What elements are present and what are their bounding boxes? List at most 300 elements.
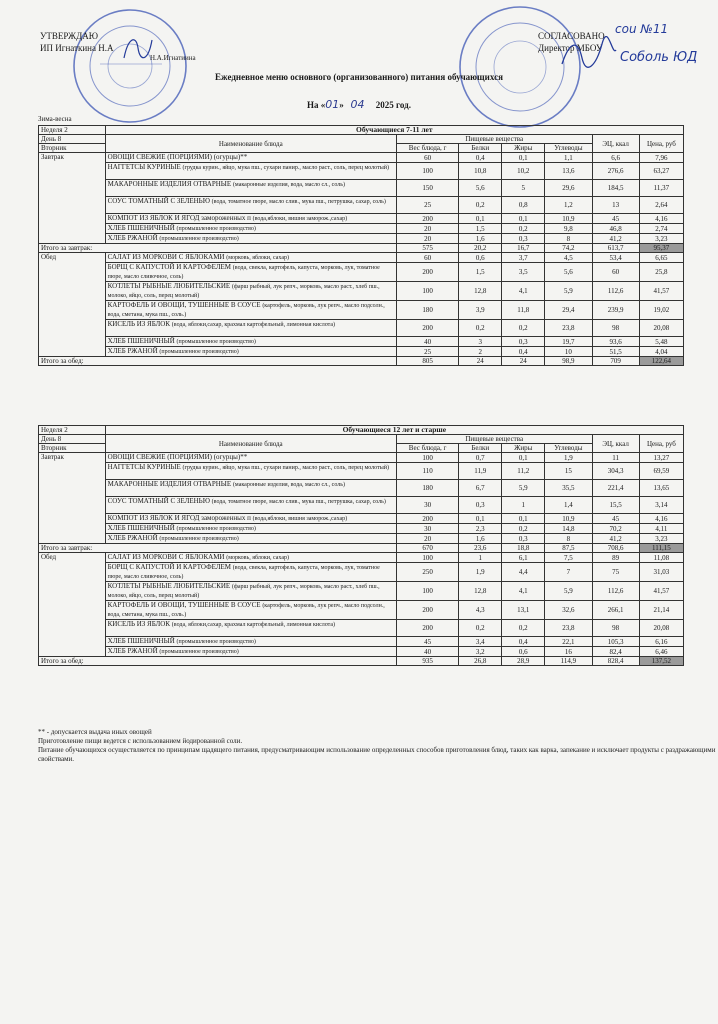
table-row bbox=[39, 620, 684, 637]
cell-w: 30 bbox=[396, 524, 458, 534]
total-w: 670 bbox=[396, 544, 458, 553]
cell-f: 0,4 bbox=[502, 637, 545, 647]
total-label: Итого за обед: bbox=[39, 357, 397, 366]
cell-price: 6,65 bbox=[639, 253, 683, 263]
week-label: Неделя 2 bbox=[39, 426, 106, 435]
table-row bbox=[39, 463, 684, 480]
table-row bbox=[39, 337, 684, 347]
cell-c: 29,6 bbox=[545, 180, 592, 197]
cell-p: 0,1 bbox=[459, 214, 502, 224]
total-c: 87,5 bbox=[545, 544, 592, 553]
dish-composition: (промышленное производство) bbox=[159, 236, 239, 242]
table-row bbox=[39, 320, 684, 337]
dish-cell bbox=[105, 534, 396, 544]
cell-c: 22,1 bbox=[545, 637, 592, 647]
cell-price: 3,14 bbox=[639, 497, 683, 514]
cell-p: 3,2 bbox=[459, 647, 502, 657]
cell-f: 0,1 bbox=[502, 453, 545, 463]
cell-w: 100 bbox=[396, 163, 458, 180]
cell-c: 16 bbox=[545, 647, 592, 657]
dish-name: КОТЛЕТЫ РЫБНЫЕ ЛЮБИТЕЛЬСКИЕ bbox=[107, 582, 231, 590]
dish-name: МАКАРОННЫЕ ИЗДЕЛИЯ ОТВАРНЫЕ bbox=[107, 480, 232, 488]
dish-composition: (вода, свекла, картофель, капуста, морковь, лук, томатное пюре, масло сливочное, соль) bbox=[107, 565, 380, 580]
dish-cell bbox=[105, 620, 396, 637]
total-label: Итого за завтрак: bbox=[39, 244, 397, 253]
dish-cell bbox=[105, 153, 396, 163]
dish-composition: (картофель, морковь, лук репч., масло подсолн., вода, сметана, мука пш., соль.) bbox=[107, 603, 385, 618]
cell-p: 2,3 bbox=[459, 524, 502, 534]
dish-cell bbox=[105, 637, 396, 647]
dish-name: ХЛЕБ ПШЕНИЧНЫЙ bbox=[107, 637, 175, 645]
cell-f: 0,3 bbox=[502, 234, 545, 244]
cell-e: 112,6 bbox=[592, 282, 639, 301]
cell-price: 4,04 bbox=[639, 347, 683, 357]
cell-p: 1,6 bbox=[459, 534, 502, 544]
day-label: День 8 bbox=[39, 135, 106, 144]
header-row-week bbox=[39, 126, 684, 135]
dish-composition: (вода, яблоки,сахар, крахмал картофельный, лимонная кислота) bbox=[171, 322, 336, 328]
cell-price: 4,16 bbox=[639, 214, 683, 224]
cell-w: 25 bbox=[396, 347, 458, 357]
cell-price: 20,08 bbox=[639, 620, 683, 637]
date-year: 2025 год. bbox=[375, 100, 411, 110]
signature-left bbox=[118, 28, 158, 68]
column-price: Цена, руб bbox=[639, 435, 683, 453]
cell-w: 100 bbox=[396, 282, 458, 301]
date-month: 04 bbox=[350, 98, 365, 111]
cell-w: 100 bbox=[396, 453, 458, 463]
cell-e: 105,3 bbox=[592, 637, 639, 647]
dish-cell bbox=[105, 497, 396, 514]
dish-composition: (вода, томатное пюре, масло слив., мука пш., петрушка, сахар, соль) bbox=[211, 499, 386, 505]
day-label: День 8 bbox=[39, 435, 106, 444]
dish-cell bbox=[105, 253, 396, 263]
cell-f: 0,1 bbox=[502, 214, 545, 224]
cell-f: 0,3 bbox=[502, 337, 545, 347]
dish-name: КАРТОФЕЛЬ И ОВОЩИ, ТУШЕННЫЕ В СОУСЕ bbox=[107, 301, 261, 309]
meal-label: Обед bbox=[39, 553, 106, 657]
cell-price: 41,57 bbox=[639, 282, 683, 301]
cell-f: 6,1 bbox=[502, 553, 545, 563]
dish-cell bbox=[105, 224, 396, 234]
cell-w: 40 bbox=[396, 647, 458, 657]
dish-cell bbox=[105, 553, 396, 563]
cell-price: 6,16 bbox=[639, 637, 683, 647]
dish-cell bbox=[105, 320, 396, 337]
column-protein: Белки bbox=[459, 444, 502, 453]
date-day: 01 bbox=[325, 98, 340, 111]
dish-composition: (макаронные изделия, вода, масло сл., соль) bbox=[232, 482, 345, 488]
dish-name: САЛАТ ИЗ МОРКОВИ С ЯБЛОКАМИ bbox=[107, 553, 225, 561]
cell-p: 1,6 bbox=[459, 234, 502, 244]
total-f: 16,7 bbox=[502, 244, 545, 253]
table-row bbox=[39, 197, 684, 214]
cell-price: 11,08 bbox=[639, 553, 683, 563]
week-label: Неделя 2 bbox=[39, 126, 106, 135]
cell-price: 3,23 bbox=[639, 234, 683, 244]
cell-f: 0,3 bbox=[502, 534, 545, 544]
cell-w: 150 bbox=[396, 180, 458, 197]
weekday-label: Вторник bbox=[39, 144, 106, 153]
dish-name: БОРЩ С КАПУСТОЙ И КАРТОФЕЛЕМ bbox=[107, 263, 232, 271]
menu-table-7-11 bbox=[38, 125, 684, 366]
dish-composition: (вода, томатное пюре, масло слив., мука пш., петрушка, сахар, соль) bbox=[211, 199, 386, 205]
cell-p: 0,2 bbox=[459, 197, 502, 214]
dish-name: КОТЛЕТЫ РЫБНЫЕ ЛЮБИТЕЛЬСКИЕ bbox=[107, 282, 231, 290]
cell-f: 0,8 bbox=[502, 197, 545, 214]
dish-name: СОУС ТОМАТНЫЙ С ЗЕЛЕНЬЮ bbox=[107, 197, 210, 205]
approval-block bbox=[40, 30, 113, 54]
total-c: 74,2 bbox=[545, 244, 592, 253]
table-row bbox=[39, 234, 684, 244]
cell-e: 15,5 bbox=[592, 497, 639, 514]
total-e: 708,6 bbox=[592, 544, 639, 553]
cell-price: 19,02 bbox=[639, 301, 683, 320]
agree-label: СОГЛАСОВАНО bbox=[538, 31, 605, 41]
cell-p: 1 bbox=[459, 553, 502, 563]
table-row bbox=[39, 263, 684, 282]
cell-w: 100 bbox=[396, 553, 458, 563]
table-row bbox=[39, 224, 684, 234]
cell-c: 9,8 bbox=[545, 224, 592, 234]
table-row bbox=[39, 180, 684, 197]
column-fat: Жиры bbox=[502, 144, 545, 153]
total-p: 26,8 bbox=[459, 657, 502, 666]
note-1: ** - допускается выдача иных овощей bbox=[38, 728, 152, 736]
cell-p: 0,1 bbox=[459, 514, 502, 524]
cell-w: 60 bbox=[396, 253, 458, 263]
cell-w: 30 bbox=[396, 497, 458, 514]
cell-w: 200 bbox=[396, 514, 458, 524]
dish-name: СОУС ТОМАТНЫЙ С ЗЕЛЕНЬЮ bbox=[107, 497, 210, 505]
cell-price: 63,27 bbox=[639, 163, 683, 180]
cell-price: 21,14 bbox=[639, 601, 683, 620]
table-row bbox=[39, 534, 684, 544]
cell-f: 0,6 bbox=[502, 647, 545, 657]
table-row bbox=[39, 153, 684, 163]
menu-date bbox=[0, 98, 718, 111]
dish-composition: (промышленное производство) bbox=[159, 536, 239, 542]
cell-w: 200 bbox=[396, 214, 458, 224]
dish-name: ХЛЕБ РЖАНОЙ bbox=[107, 534, 158, 542]
cell-w: 20 bbox=[396, 224, 458, 234]
cell-f: 0,2 bbox=[502, 320, 545, 337]
total-row bbox=[39, 357, 684, 366]
total-label: Итого за завтрак: bbox=[39, 544, 397, 553]
table-row bbox=[39, 301, 684, 320]
dish-name: ОВОЩИ СВЕЖИЕ (ПОРЦИЯМИ) (огурцы)** bbox=[107, 453, 248, 461]
menu-table-12-plus bbox=[38, 425, 684, 666]
cell-p: 1,5 bbox=[459, 224, 502, 234]
cell-c: 35,5 bbox=[545, 480, 592, 497]
cell-f: 10,2 bbox=[502, 163, 545, 180]
cell-c: 8 bbox=[545, 534, 592, 544]
cell-e: 276,6 bbox=[592, 163, 639, 180]
table-row bbox=[39, 453, 684, 463]
cell-p: 4,3 bbox=[459, 601, 502, 620]
cell-e: 93,6 bbox=[592, 337, 639, 347]
cell-c: 23,8 bbox=[545, 620, 592, 637]
cell-e: 41,2 bbox=[592, 534, 639, 544]
dish-cell bbox=[105, 180, 396, 197]
cell-c: 32,6 bbox=[545, 601, 592, 620]
cell-p: 12,8 bbox=[459, 282, 502, 301]
cell-w: 250 bbox=[396, 563, 458, 582]
total-e: 828,4 bbox=[592, 657, 639, 666]
cell-e: 266,1 bbox=[592, 601, 639, 620]
cell-c: 7,5 bbox=[545, 553, 592, 563]
cell-w: 40 bbox=[396, 337, 458, 347]
cell-p: 3 bbox=[459, 337, 502, 347]
total-w: 805 bbox=[396, 357, 458, 366]
cell-e: 13 bbox=[592, 197, 639, 214]
cell-e: 239,9 bbox=[592, 301, 639, 320]
dish-composition: (грудка курин., яйцо, мука пш., сухари панир., масло раст., соль, перец молотый) bbox=[182, 465, 389, 471]
cell-c: 10,9 bbox=[545, 514, 592, 524]
column-carbs: Углеводы bbox=[545, 144, 592, 153]
cell-e: 82,4 bbox=[592, 647, 639, 657]
footnotes bbox=[38, 728, 718, 764]
cell-p: 5,6 bbox=[459, 180, 502, 197]
cell-w: 45 bbox=[396, 637, 458, 647]
table-row bbox=[39, 553, 684, 563]
dish-name: ХЛЕБ РЖАНОЙ bbox=[107, 234, 158, 242]
cell-e: 98 bbox=[592, 620, 639, 637]
cell-w: 200 bbox=[396, 320, 458, 337]
cell-w: 25 bbox=[396, 197, 458, 214]
cell-price: 11,37 bbox=[639, 180, 683, 197]
dish-cell bbox=[105, 601, 396, 620]
dish-composition: (фарш рыбный, лук репч., морковь, масло раст., хлеб пш., молоко, яйцо, соль, перец молотый) bbox=[107, 584, 380, 599]
cell-c: 1,1 bbox=[545, 153, 592, 163]
dish-cell bbox=[105, 197, 396, 214]
meal-label: Обед bbox=[39, 253, 106, 357]
cell-f: 1 bbox=[502, 497, 545, 514]
cell-c: 1,2 bbox=[545, 197, 592, 214]
dish-composition: (вода, яблоки,сахар, крахмал картофельный, лимонная кислота) bbox=[171, 622, 336, 628]
cell-e: 41,2 bbox=[592, 234, 639, 244]
cell-e: 112,6 bbox=[592, 582, 639, 601]
dish-cell bbox=[105, 337, 396, 347]
note-3: Питание обучающихся осуществляется по принципам щадящего питания, предусматривающим использование определенных способов приготовления блюд, таких как варка, запекание и исключает продукты с раздражающими свойствами. bbox=[38, 746, 716, 763]
cell-p: 3,4 bbox=[459, 637, 502, 647]
cell-f: 5,9 bbox=[502, 480, 545, 497]
dish-composition: (грудка курин., яйцо, мука пш., сухари панир., масло раст., соль, перец молотый) bbox=[182, 165, 389, 171]
cell-e: 6,6 bbox=[592, 153, 639, 163]
dish-name: ХЛЕБ ПШЕНИЧНЫЙ bbox=[107, 524, 175, 532]
group-title: Обучающиеся 12 лет и старше bbox=[105, 426, 683, 435]
dish-cell bbox=[105, 347, 396, 357]
cell-price: 31,03 bbox=[639, 563, 683, 582]
total-row bbox=[39, 657, 684, 666]
cell-w: 60 bbox=[396, 153, 458, 163]
cell-f: 13,1 bbox=[502, 601, 545, 620]
cell-w: 180 bbox=[396, 301, 458, 320]
table-row bbox=[39, 214, 684, 224]
cell-c: 19,7 bbox=[545, 337, 592, 347]
note-2: Приготовление пищи ведется с использованием йодированной соли. bbox=[38, 737, 243, 745]
cell-c: 10,9 bbox=[545, 214, 592, 224]
cell-c: 7 bbox=[545, 563, 592, 582]
dish-cell bbox=[105, 563, 396, 582]
cell-f: 4,1 bbox=[502, 282, 545, 301]
dish-name: САЛАТ ИЗ МОРКОВИ С ЯБЛОКАМИ bbox=[107, 253, 225, 261]
cell-p: 11,9 bbox=[459, 463, 502, 480]
cell-f: 3,7 bbox=[502, 253, 545, 263]
cell-price: 13,27 bbox=[639, 453, 683, 463]
meal-label: Завтрак bbox=[39, 453, 106, 544]
dish-composition: (вода, свекла, картофель, капуста, морковь, лук, томатное пюре, масло сливочное, соль) bbox=[107, 265, 380, 280]
season-label: Зима-весна bbox=[38, 115, 72, 123]
cell-p: 10,8 bbox=[459, 163, 502, 180]
total-price: 122,64 bbox=[639, 357, 683, 366]
cell-e: 98 bbox=[592, 320, 639, 337]
dish-name: КАРТОФЕЛЬ И ОВОЩИ, ТУШЕННЫЕ В СОУСЕ bbox=[107, 601, 261, 609]
table-row bbox=[39, 514, 684, 524]
cell-w: 200 bbox=[396, 601, 458, 620]
dish-name: КИСЕЛЬ ИЗ ЯБЛОК bbox=[107, 620, 171, 628]
dish-composition: (вода,яблоки, вишня заморож.,сахар) bbox=[252, 516, 348, 522]
approve-label: УТВЕРЖДАЮ bbox=[40, 31, 99, 41]
table-row bbox=[39, 282, 684, 301]
dish-name: КОМПОТ ИЗ ЯБЛОК И ЯГОД замороженных п bbox=[107, 214, 251, 222]
dish-name: КИСЕЛЬ ИЗ ЯБЛОК bbox=[107, 320, 171, 328]
cell-c: 5,9 bbox=[545, 282, 592, 301]
cell-price: 3,23 bbox=[639, 534, 683, 544]
date-prefix: На « bbox=[307, 100, 326, 110]
dish-cell bbox=[105, 582, 396, 601]
cell-e: 45 bbox=[592, 214, 639, 224]
total-w: 935 bbox=[396, 657, 458, 666]
cell-e: 46,8 bbox=[592, 224, 639, 234]
table-row bbox=[39, 524, 684, 534]
table-row bbox=[39, 253, 684, 263]
total-p: 20,2 bbox=[459, 244, 502, 253]
cell-p: 0,4 bbox=[459, 153, 502, 163]
table-row bbox=[39, 647, 684, 657]
cell-f: 0,2 bbox=[502, 224, 545, 234]
dish-name: ХЛЕБ ПШЕНИЧНЫЙ bbox=[107, 337, 175, 345]
cell-e: 221,4 bbox=[592, 480, 639, 497]
cell-p: 0,6 bbox=[459, 253, 502, 263]
total-p: 23,6 bbox=[459, 544, 502, 553]
table-row bbox=[39, 637, 684, 647]
cell-c: 1,4 bbox=[545, 497, 592, 514]
cell-p: 0,7 bbox=[459, 453, 502, 463]
dish-name: МАКАРОННЫЕ ИЗДЕЛИЯ ОТВАРНЫЕ bbox=[107, 180, 232, 188]
group-title: Обучающиеся 7-11 лет bbox=[105, 126, 683, 135]
column-energy: ЭЦ, ккал bbox=[592, 435, 639, 453]
dish-composition: (промышленное производство) bbox=[159, 649, 239, 655]
cell-c: 15 bbox=[545, 463, 592, 480]
cell-price: 2,74 bbox=[639, 224, 683, 234]
cell-c: 14,8 bbox=[545, 524, 592, 534]
cell-e: 45 bbox=[592, 514, 639, 524]
total-c: 98,9 bbox=[545, 357, 592, 366]
total-w: 575 bbox=[396, 244, 458, 253]
column-fat: Жиры bbox=[502, 444, 545, 453]
cell-w: 180 bbox=[396, 480, 458, 497]
cell-w: 20 bbox=[396, 234, 458, 244]
dish-composition: (морковь, яблоки, сахар) bbox=[226, 255, 289, 261]
approve-signer: Н.А.Игнатиина bbox=[150, 54, 196, 62]
column-carbs: Углеводы bbox=[545, 444, 592, 453]
cell-price: 4,16 bbox=[639, 514, 683, 524]
cell-p: 6,7 bbox=[459, 480, 502, 497]
dish-cell bbox=[105, 647, 396, 657]
dish-composition: (промышленное производство) bbox=[176, 639, 256, 645]
dish-composition: (морковь, яблоки, сахар) bbox=[226, 555, 289, 561]
cell-w: 100 bbox=[396, 582, 458, 601]
cell-f: 11,8 bbox=[502, 301, 545, 320]
cell-p: 0,2 bbox=[459, 620, 502, 637]
total-price: 95,37 bbox=[639, 244, 683, 253]
dish-name: ХЛЕБ РЖАНОЙ bbox=[107, 647, 158, 655]
cell-w: 110 bbox=[396, 463, 458, 480]
signature-right-scribble bbox=[558, 36, 618, 72]
dish-cell bbox=[105, 514, 396, 524]
cell-f: 11,2 bbox=[502, 463, 545, 480]
cell-e: 51,5 bbox=[592, 347, 639, 357]
cell-c: 5,9 bbox=[545, 582, 592, 601]
cell-p: 1,5 bbox=[459, 263, 502, 282]
cell-p: 1,9 bbox=[459, 563, 502, 582]
total-e: 613,7 bbox=[592, 244, 639, 253]
total-p: 24 bbox=[459, 357, 502, 366]
cell-f: 0,1 bbox=[502, 514, 545, 524]
total-e: 709 bbox=[592, 357, 639, 366]
table-row bbox=[39, 601, 684, 620]
cell-f: 0,1 bbox=[502, 153, 545, 163]
cell-c: 8 bbox=[545, 234, 592, 244]
agree-org: Директор МБОУ bbox=[538, 43, 603, 53]
table-row bbox=[39, 582, 684, 601]
cell-p: 3,9 bbox=[459, 301, 502, 320]
table-row bbox=[39, 163, 684, 180]
dish-composition: (промышленное производство) bbox=[176, 526, 256, 532]
cell-c: 1,9 bbox=[545, 453, 592, 463]
weekday-label: Вторник bbox=[39, 444, 106, 453]
table-row bbox=[39, 563, 684, 582]
signature-right: Соболь ЮД bbox=[620, 50, 698, 65]
total-f: 24 bbox=[502, 357, 545, 366]
total-label: Итого за обед: bbox=[39, 657, 397, 666]
document-title: Ежедневное меню основного (организованного) питания обучающихся bbox=[215, 72, 503, 82]
total-c: 114,9 bbox=[545, 657, 592, 666]
dish-composition: (макаронные изделия, вода, масло сл., соль) bbox=[232, 182, 345, 188]
cell-price: 20,08 bbox=[639, 320, 683, 337]
cell-f: 0,2 bbox=[502, 620, 545, 637]
dish-composition: (фарш рыбный, лук репч., морковь, масло раст., хлеб пш., молоко, яйцо, соль, перец молотый) bbox=[107, 284, 380, 299]
cell-p: 0,3 bbox=[459, 497, 502, 514]
cell-e: 53,4 bbox=[592, 253, 639, 263]
dish-name: НАГГЕТСЫ КУРИНЫЕ bbox=[107, 463, 181, 471]
column-price: Цена, руб bbox=[639, 135, 683, 153]
cell-c: 13,6 bbox=[545, 163, 592, 180]
cell-p: 12,8 bbox=[459, 582, 502, 601]
meal-label: Завтрак bbox=[39, 153, 106, 244]
dish-name: НАГГЕТСЫ КУРИНЫЕ bbox=[107, 163, 181, 171]
cell-e: 89 bbox=[592, 553, 639, 563]
total-row bbox=[39, 544, 684, 553]
total-f: 28,9 bbox=[502, 657, 545, 666]
cell-price: 6,46 bbox=[639, 647, 683, 657]
cell-e: 70,2 bbox=[592, 524, 639, 534]
dish-cell bbox=[105, 463, 396, 480]
cell-c: 5,6 bbox=[545, 263, 592, 282]
column-weight: Вес блюда, г bbox=[396, 444, 458, 453]
cell-f: 4,4 bbox=[502, 563, 545, 582]
